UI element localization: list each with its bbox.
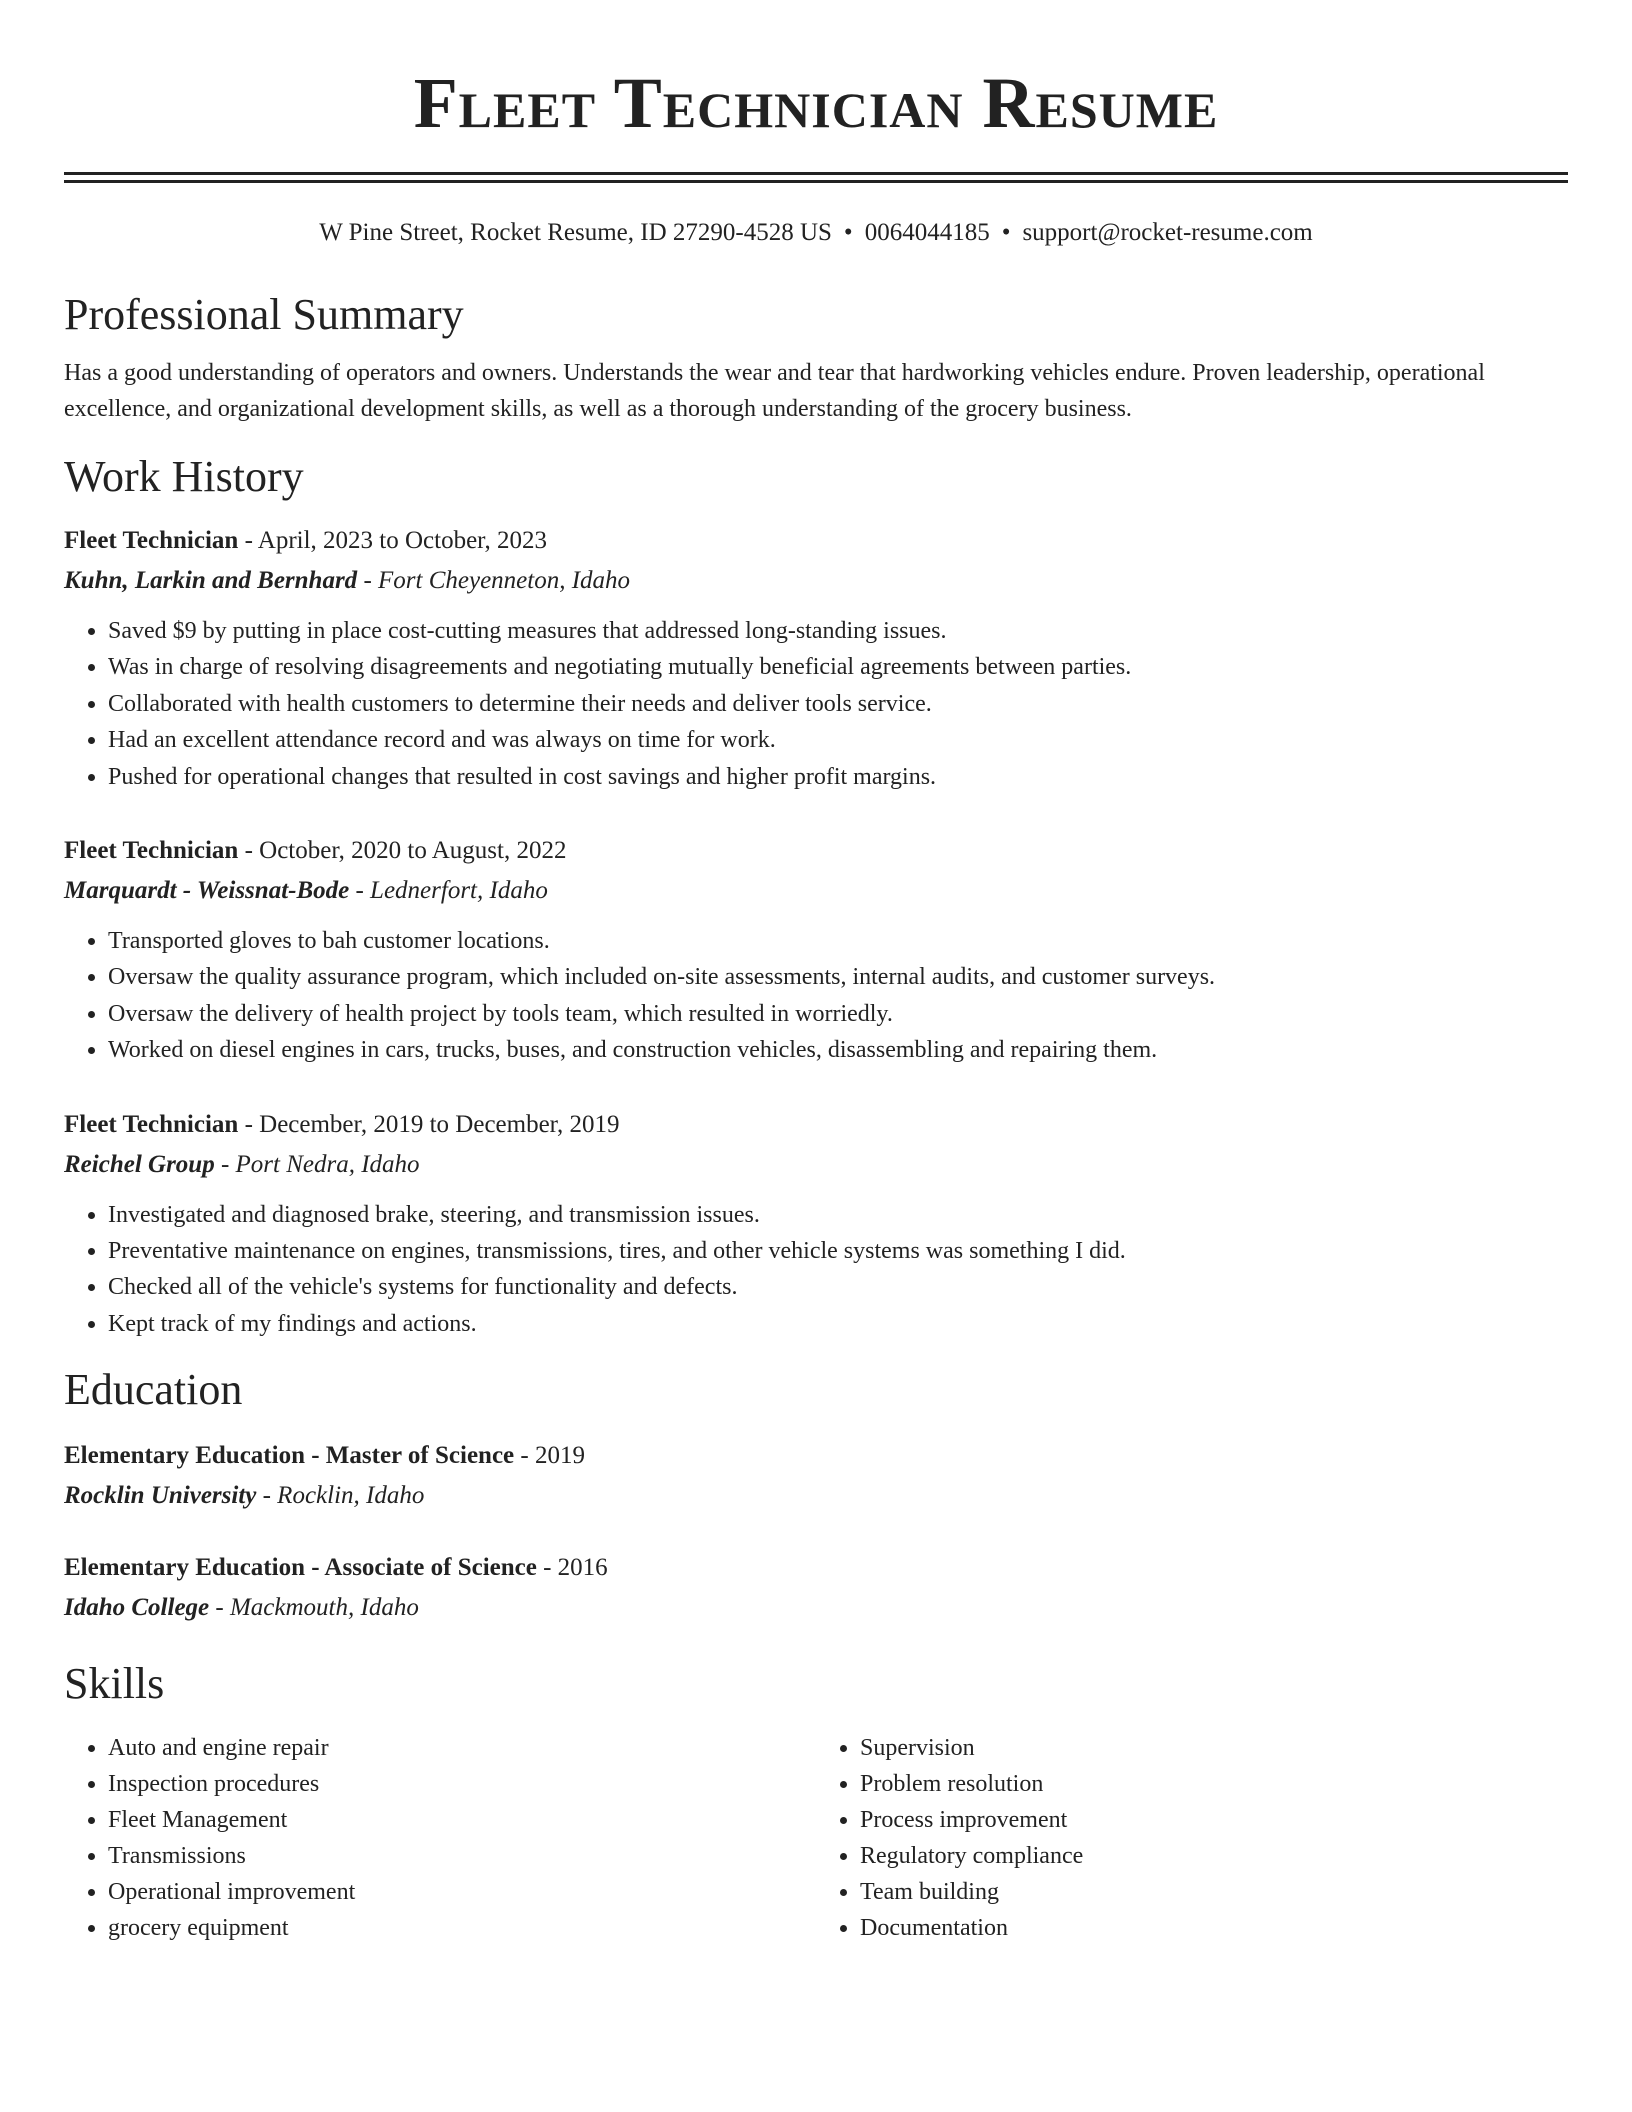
job-bullet: • Kept track of my findings and actions. <box>108 1306 1568 1342</box>
title-divider <box>64 172 1568 183</box>
skill-item: • Documentation <box>860 1910 1568 1946</box>
school-location: - Mackmouth, Idaho <box>209 1594 419 1622</box>
degree-line <box>64 1436 1568 1476</box>
job-bullet: • Worked on diesel engines in cars, trucks, buses, and construction vehicles, disassembling and repairing them. <box>108 1032 1568 1068</box>
job-entry <box>64 1105 1568 1343</box>
job-title: Fleet Technician <box>64 1110 239 1138</box>
job-bullet: • Investigated and diagnosed brake, steering, and transmission issues. <box>108 1197 1568 1233</box>
company-line <box>64 1145 1568 1185</box>
job-bullets <box>64 923 1568 1069</box>
job-bullet: • Preventative maintenance on engines, transmissions, tires, and other vehicle systems was something I did. <box>108 1233 1568 1269</box>
education-entry <box>64 1436 1568 1516</box>
page-title: Fleet Technician Resume <box>413 63 1219 143</box>
skills-list <box>64 1730 1568 1946</box>
skill-item: • Process improvement <box>860 1802 1568 1838</box>
job-bullet: • Saved $9 by putting in place cost-cutting measures that addressed long-standing issues. <box>108 613 1568 649</box>
school-location: - Rocklin, Idaho <box>256 1482 425 1510</box>
company-name: Reichel Group <box>64 1150 215 1178</box>
job-bullets <box>64 613 1568 795</box>
skill-item: • Team building <box>860 1874 1568 1910</box>
job-entry <box>64 831 1568 1069</box>
company-name: Marquardt - Weissnat-Bode <box>64 877 350 905</box>
graduation-year: - 2016 <box>536 1554 608 1582</box>
job-title-line <box>64 521 1568 561</box>
job-title: Fleet Technician <box>64 837 239 865</box>
job-bullet: • Transported gloves to bah customer locations. <box>108 923 1568 959</box>
company-name: Kuhn, Larkin and Bernhard <box>64 567 358 594</box>
summary-text: Has a good understanding of operators and owners. Understands the wear and tear that hardworking vehicles endure. Proven leadership, operational excellence, and organizational development skills, as well as a thorough understanding of the grocery business. <box>64 360 1485 422</box>
job-title-line <box>64 831 1568 871</box>
contact-line <box>64 217 1568 249</box>
education-heading: Education <box>64 1365 243 1415</box>
job-bullet: • Had an excellent attendance record and was always on time for work. <box>108 722 1568 758</box>
phone: 0064044185 <box>864 219 990 246</box>
skill-item: • Supervision <box>860 1730 1568 1766</box>
degree: Elementary Education - Associate of Science <box>64 1554 537 1582</box>
degree: Elementary Education - Master of Science <box>64 1442 515 1470</box>
company-location: - Fort Cheyenneton, Idaho <box>357 567 631 594</box>
skill-item: • grocery equipment <box>108 1910 816 1946</box>
job-bullet: • Pushed for operational changes that resulted in cost savings and higher profit margins. <box>108 759 1568 795</box>
school-line <box>64 1588 1568 1628</box>
skills-heading: Skills <box>64 1659 165 1709</box>
job-dates: - December, 2019 to December, 2019 <box>238 1110 620 1138</box>
skill-item: • Problem resolution <box>860 1766 1568 1802</box>
job-dates: - April, 2023 to October, 2023 <box>238 527 547 554</box>
work-history-heading: Work History <box>64 452 304 501</box>
job-entry <box>64 521 1568 795</box>
skill-item: • Inspection procedures <box>108 1766 816 1802</box>
job-title-line <box>64 1105 1568 1145</box>
skill-item: • Operational improvement <box>108 1874 816 1910</box>
job-bullet: • Checked all of the vehicle's systems for functionality and defects. <box>108 1269 1568 1305</box>
separator: • <box>1001 219 1011 246</box>
email: support@rocket-resume.com <box>1022 219 1313 246</box>
job-bullet: • Oversaw the delivery of health project by tools team, which resulted in worriedly. <box>108 996 1568 1032</box>
job-bullet: • Was in charge of resolving disagreements and negotiating mutually beneficial agreements between parties. <box>108 649 1568 685</box>
job-dates: - October, 2020 to August, 2022 <box>238 837 567 865</box>
skills-column-right <box>816 1730 1568 1946</box>
job-bullet: • Collaborated with health customers to determine their needs and deliver tools service. <box>108 686 1568 722</box>
address: W Pine Street, Rocket Resume, ID 27290-4528 US <box>319 219 832 246</box>
school-line <box>64 1476 1568 1516</box>
school-name: Rocklin University <box>64 1482 257 1510</box>
skill-item: • Auto and engine repair <box>108 1730 816 1766</box>
job-bullets <box>64 1197 1568 1343</box>
degree-line <box>64 1548 1568 1588</box>
company-line <box>64 871 1568 911</box>
graduation-year: - 2019 <box>514 1442 585 1470</box>
skill-item: • Fleet Management <box>108 1802 816 1838</box>
skill-item: • Regulatory compliance <box>860 1838 1568 1874</box>
company-line <box>64 561 1568 601</box>
separator: • <box>843 219 853 246</box>
company-location: - Lednerfort, Idaho <box>349 877 548 905</box>
skills-column-left <box>64 1730 816 1946</box>
job-title: Fleet Technician <box>64 527 239 554</box>
job-bullet: • Oversaw the quality assurance program, which included on-site assessments, internal audits, and customer surveys. <box>108 959 1568 995</box>
skill-item: • Transmissions <box>108 1838 816 1874</box>
company-location: - Port Nedra, Idaho <box>214 1150 420 1178</box>
education-entry <box>64 1548 1568 1628</box>
school-name: Idaho College <box>64 1594 210 1622</box>
summary-heading: Professional Summary <box>64 290 464 339</box>
